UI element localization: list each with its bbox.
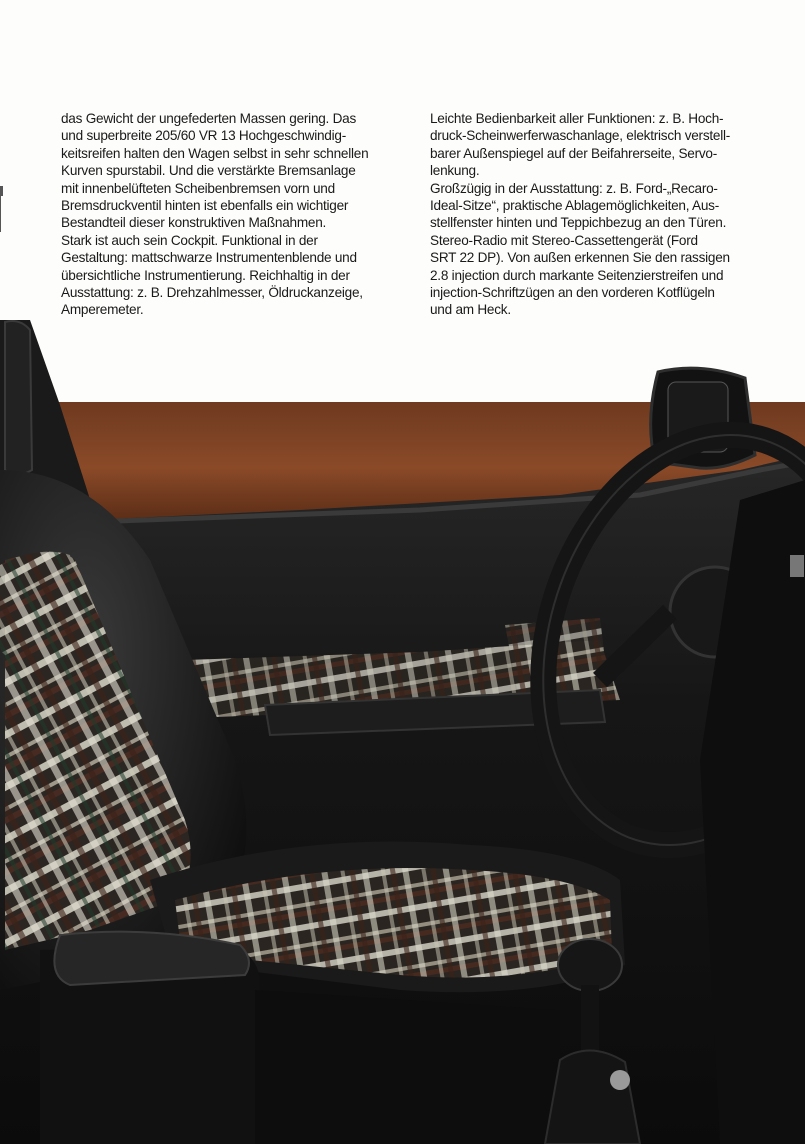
text-column-left: das Gewicht der ungefederten Massen gering. Das und superbreite 205/60 VR 13 Hochgeschwindig- keitsreifen halten den Wagen selbst in sehr schnellen Kurven spurstabil. Und die verstärkte Bremsanlage mit innenbelüfteten Scheibenbremsen vorn und Bremsdruckventil hinten ist ebenfalls ein wichtiger Bestandteil dieser konstruktiven Maßnahmen. Stark ist auch sein Cockpit. Funktional in der Gestaltung: mattschwarze Instrumentenblende und übersichtliche Instrumentierung. Reichhaltig in der Ausstattung: z. B. Drehzahlmesser, Öldruckanzeige, Amperemeter. [61,111,369,318]
binding-mark-top [0,186,3,196]
binding-mark-line [0,196,1,232]
text-column-right: Leichte Bedienbarkeit aller Funktionen: z. B. Hoch- druck-Scheinwerferwaschanlage, elektrisch verstell- barer Außenspiegel auf der Beifahrerseite, Servo- lenkung. Großzügig in der Ausstattung: z. B. Ford-„Recaro- Ideal-Sitze“, praktische Ablagemöglichkeiten, Aus- stellfenster hinten und Teppichbezug an den Türen. Stereo-Radio mit Stereo-Cassettengerät (Ford SRT 22 DP). Von außen erkennen Sie den rassigen 2.8 injection durch markante Seitenzierstreifen und injection-Schriftzügen an den vorderen Kotflügeln und am Heck. [430,111,731,318]
